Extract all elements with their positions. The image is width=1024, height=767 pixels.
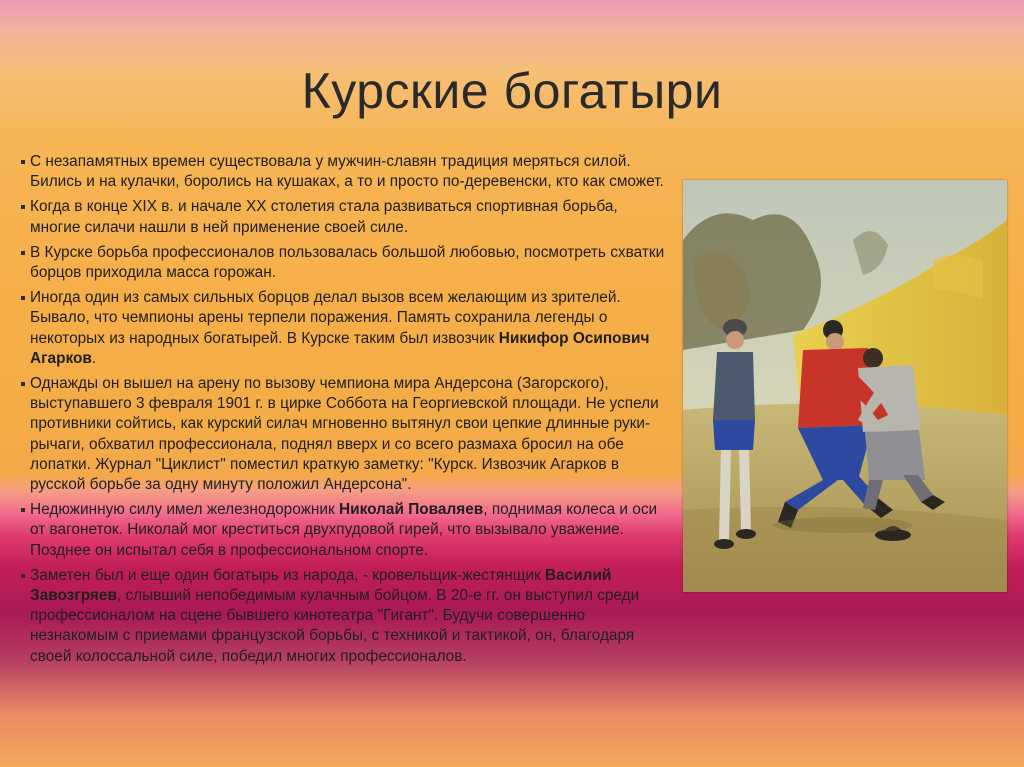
text-run: Заметен был и еще один богатырь из народа, - кровельщик-жестянщик xyxy=(30,566,545,584)
text-run: В Курске борьба профессионалов пользовалась большой любовью, посмотреть схватки борцов приходила масса горожан. xyxy=(30,243,665,282)
text-run: Недюжинную силу имел железнодорожник xyxy=(30,501,340,519)
paragraph xyxy=(30,197,670,237)
bold-name: Николай Поваляев xyxy=(339,501,484,519)
paragraph xyxy=(30,566,670,667)
bold-name: Никифор Осипович Агарков xyxy=(30,329,650,367)
wrestlers-painting xyxy=(683,180,1007,592)
bold-name: Василий Завозгряев xyxy=(30,566,612,605)
text-run: С незапамятных времен существовала у мужчин-славян традиция меряться силой. Бились и на кулачки, боролись на кушаках, а то и просто по-деревенски, кто как сможет. xyxy=(30,153,664,191)
paragraph xyxy=(30,288,670,369)
text-run: , поднимая колеса и оси от вагонеток. Николай мог креститься двухпудовой гирей, что вызывало уважение. Позднее он испытал себя в профессиональном спорте. xyxy=(30,501,658,559)
text-run: Иногда один из самых сильных борцов делал вызов всем желающим из зрителей. Бывало, что чемпионы арены терпели поражения. Память сохранила легенды о некоторых из народных богатырей. В Курске таким был извозчик xyxy=(30,289,621,347)
text-run: Когда в конце XIX в. и начале XX столетия стала развиваться спортивная борьба, многие силачи нашли в ней применение своей силе. xyxy=(30,198,618,236)
paragraph xyxy=(30,152,670,192)
paragraph xyxy=(30,243,670,283)
text-run: , слывший непобедимым кулачным бойцом. В 20-е гг. он выступил среди профессионалом на сцене бывшего кинотеатра "Гигант". Будучи совершенно незнакомым с приемами французской борьбы, с техникой и тактикой, он, благодаря своей колоссальной силе, победил многих профессионалов. xyxy=(30,587,640,665)
slide-title: Курские богатыри xyxy=(301,63,723,119)
paragraph xyxy=(30,500,670,561)
text-run: Однажды он вышел на арену по вызову чемпиона мира Андерсона (Загорского), выступавшего 3 февраля 1901 г. в цирке Соббота на Георгиевской площади. Не успели противники сойтись, как курский силач мгновенно вытянул свои цепкие длинные руки-рычаги, обхватил профессионала, поднял вверх и со всего размаха бросил на обе лопатки. Журнал "Циклист" поместил краткую заметку: "Курск. Извозчик Агарков в русской борьбе за одну минуту положил Андерсона". xyxy=(30,375,659,494)
text-run: . xyxy=(91,349,97,367)
slide-body xyxy=(30,152,670,672)
paragraph xyxy=(30,374,670,495)
